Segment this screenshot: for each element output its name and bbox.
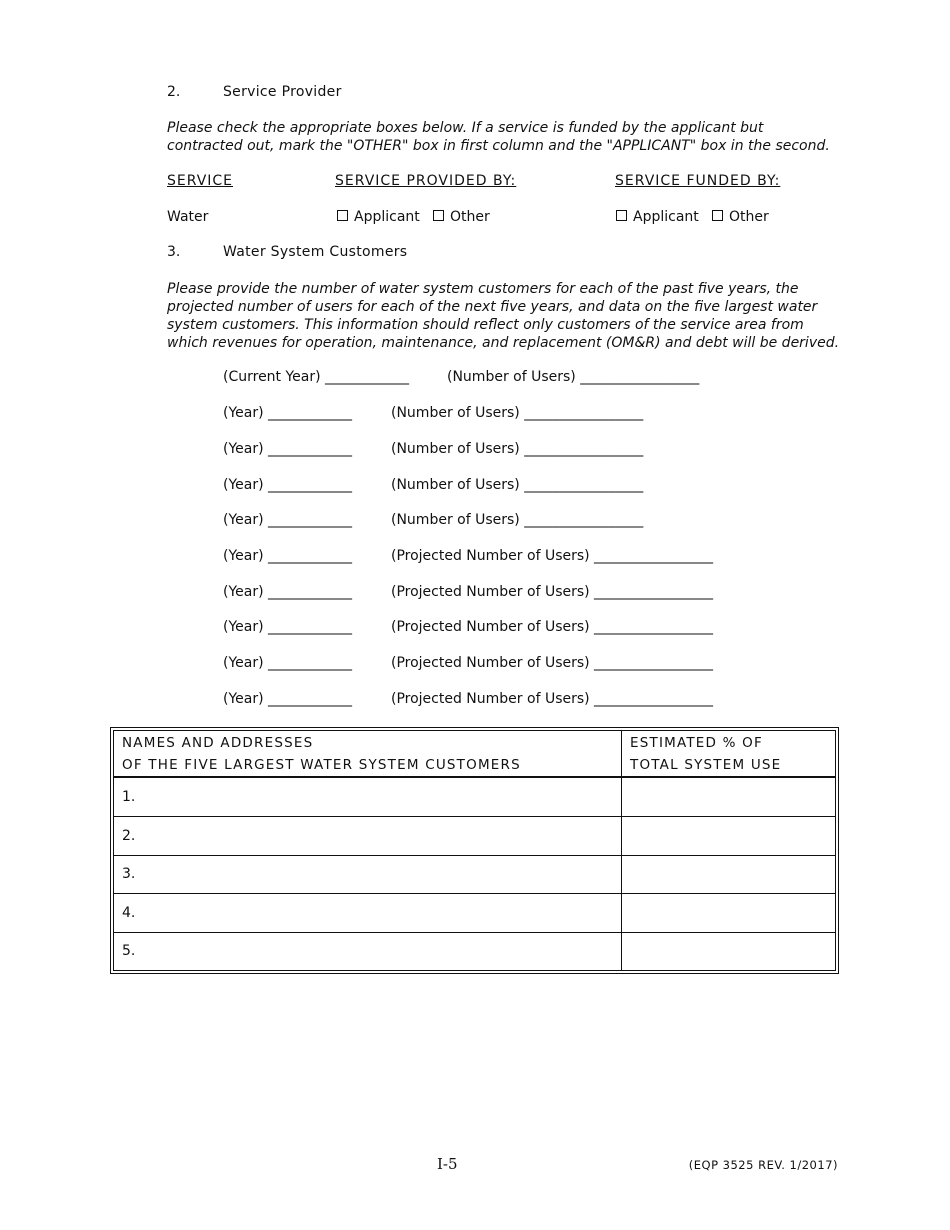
header-names-line-2: OF THE FIVE LARGEST WATER SYSTEM CUSTOMERS [122, 756, 521, 773]
projected-users-field[interactable]: (Projected Number of Users) _________________ [391, 655, 714, 671]
customer-name-cell[interactable]: 2. [114, 817, 622, 855]
year-field[interactable]: (Year) ____________ [223, 512, 353, 528]
customer-name-cell[interactable]: 3. [114, 855, 622, 893]
customer-percent-cell[interactable] [622, 855, 836, 893]
section-2-instructions: Please check the appropriate boxes below. If a service is funded by the applicant but contracted out, mark the "OTHER" box in first column and the "APPLICANT" box in the second. [167, 120, 830, 154]
section-3-number: 3. [167, 244, 181, 260]
year-field[interactable]: (Year) ____________ [223, 691, 353, 707]
header-names-line-1: NAMES AND ADDRESSES [122, 734, 314, 751]
year-field[interactable]: (Year) ____________ [223, 441, 353, 457]
table-row [114, 855, 836, 893]
funded-applicant-option[interactable] [616, 209, 699, 225]
table-row [114, 817, 836, 855]
year-field[interactable]: (Year) ____________ [223, 405, 353, 421]
table-row [114, 777, 836, 817]
provided-applicant-checkbox[interactable] [337, 210, 348, 221]
header-estimated-percent [622, 731, 836, 778]
customer-name-cell[interactable]: 5. [114, 932, 622, 971]
projected-users-field[interactable]: (Projected Number of Users) _________________ [391, 691, 714, 707]
year-field[interactable]: (Year) ____________ [223, 655, 353, 671]
year-field[interactable]: (Year) ____________ [223, 548, 353, 564]
customer-percent-cell[interactable] [622, 932, 836, 971]
users-field[interactable]: (Number of Users) _________________ [391, 441, 644, 457]
current-users-field[interactable]: (Number of Users) _________________ [447, 369, 700, 385]
header-names-addresses [114, 731, 622, 778]
funded-other-option[interactable] [712, 209, 769, 225]
funded-other-checkbox[interactable] [712, 210, 723, 221]
section-3-title: Water System Customers [223, 244, 408, 260]
section-3-instructions: Please provide the number of water system customers for each of the past five years, the projected number of users for each of the next five years, and data on the five largest water system customers. This information should reflect only customers of the service area from which revenues for operation, maintenance, and replacement (OM&R) and debt will be derived. [167, 281, 840, 351]
header-service-provided-by: SERVICE PROVIDED BY: [335, 173, 517, 189]
customer-name-cell[interactable]: 1. [114, 777, 622, 817]
customer-percent-cell[interactable] [622, 777, 836, 817]
header-service: SERVICE [167, 173, 234, 189]
table-row [114, 894, 836, 932]
users-field[interactable]: (Number of Users) _________________ [391, 477, 644, 493]
provided-other-option[interactable] [433, 209, 490, 225]
funded-applicant-label: Applicant [633, 209, 699, 225]
projected-users-field[interactable]: (Projected Number of Users) _________________ [391, 584, 714, 600]
provided-applicant-option[interactable] [337, 209, 420, 225]
year-field[interactable]: (Year) ____________ [223, 477, 353, 493]
funded-applicant-checkbox[interactable] [616, 210, 627, 221]
current-year-field[interactable]: (Current Year) ____________ [223, 369, 410, 385]
section-2-title: Service Provider [223, 84, 342, 100]
table-row [114, 932, 836, 971]
users-field[interactable]: (Number of Users) _________________ [391, 512, 644, 528]
funded-other-label: Other [729, 209, 769, 225]
page-number: I-5 [437, 1155, 458, 1173]
section-2-number: 2. [167, 84, 181, 100]
form-revision: (EQP 3525 REV. 1/2017) [688, 1158, 838, 1172]
header-percent-line-1: ESTIMATED % OF [630, 734, 763, 751]
header-service-funded-by: SERVICE FUNDED BY: [615, 173, 781, 189]
provided-other-checkbox[interactable] [433, 210, 444, 221]
largest-customers-table [110, 727, 839, 974]
projected-users-field[interactable]: (Projected Number of Users) _________________ [391, 548, 714, 564]
provided-applicant-label: Applicant [354, 209, 420, 225]
year-field[interactable]: (Year) ____________ [223, 619, 353, 635]
customer-name-cell[interactable]: 4. [114, 894, 622, 932]
year-field[interactable]: (Year) ____________ [223, 584, 353, 600]
projected-users-field[interactable]: (Projected Number of Users) _________________ [391, 619, 714, 635]
customer-percent-cell[interactable] [622, 817, 836, 855]
customer-percent-cell[interactable] [622, 894, 836, 932]
users-field[interactable]: (Number of Users) _________________ [391, 405, 644, 421]
table-header-row [114, 731, 836, 778]
header-percent-line-2: TOTAL SYSTEM USE [630, 756, 782, 773]
service-water-label: Water [167, 209, 209, 225]
provided-other-label: Other [450, 209, 490, 225]
